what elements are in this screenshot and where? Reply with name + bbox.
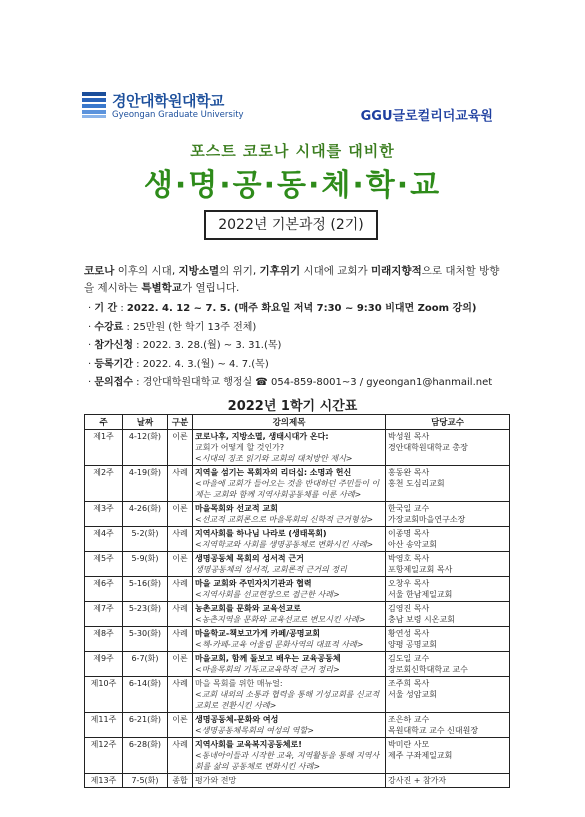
cell-date: 5-16(화) [123,577,168,602]
intro-text: 이후의 시대, [114,265,179,277]
professor-line: 조은하 교수 [388,715,430,724]
professor-line: 황연성 목사 [388,629,430,638]
header-lecture: 강의제목 [193,415,386,430]
cell-date: 6-21(화) [123,713,168,738]
table-row [85,677,510,713]
university-logo-icon [82,92,106,118]
header-date: 날짜 [123,415,168,430]
header-type: 구분 [168,415,193,430]
info-item-fee: · 수강료 : 25만원 (한 학기 13주 전체) [88,321,257,333]
lecture-line: 마을교회, 함께 돌보고 배우는 교육공동체 [195,654,341,663]
info-value: 경안대학원대학교 행정실 ☎ 054-859-8001~3 / gyeongan1@hanmail.net [142,377,493,388]
cell-lecture [193,774,386,788]
cell-date: 6-28(화) [123,738,168,774]
cell-date: 6-7(화) [123,652,168,677]
cell-type: 이론 [168,502,193,527]
lecture-line: 코로나후, 지방소멸, 생태시대가 온다: [195,432,329,441]
header-week: 주 [85,415,123,430]
table-row [85,502,510,527]
header-professor: 담당교수 [386,415,510,430]
cell-lecture [193,627,386,652]
info-key: 등록기간 [94,358,133,370]
table-row [85,577,510,602]
table-row [85,738,510,774]
info-key: 참가신청 [94,340,133,351]
intro-text: 시대에 교회가 [300,265,371,277]
cell-type: 사례 [168,677,193,713]
cell-date: 4-12(화) [123,430,168,466]
cell-professor [386,502,510,527]
cell-lecture [193,677,386,713]
cell-professor [386,527,510,552]
table-row [85,627,510,652]
cell-date: 7-5(화) [123,774,168,788]
schedule-title: 2022년 1학기 시간표 [227,399,358,414]
university-name-korean: 경안대학원대학교 [112,92,224,110]
professor-line: 포항제일교회 목사 [388,565,453,574]
lecture-line: 생명공동체-문화와 여성 [195,715,279,724]
lecture-line: 마을목회와 선교적 교회 [195,504,278,513]
lecture-line: <지역학교와 사회를 생명공동체로 변화시킨 사례> [195,540,374,549]
lecture-line: <생명공동체목회의 여성의 역할> [195,726,314,735]
cell-lecture [193,577,386,602]
cell-professor [386,713,510,738]
info-item-registration: · 등록기간 : 2022. 4. 3.(월) ~ 4. 7.(목) [88,358,269,370]
lecture-line: 마을 목회를 위한 매뉴얼: [195,679,283,688]
cell-date: 5-30(화) [123,627,168,652]
organization-name: GGU글로컬리더교육원 [360,109,493,124]
professor-line: 박미란 사모 [388,740,430,749]
cell-week: 제7주 [85,602,123,627]
lecture-line: 마을 교회와 주민자치기관과 협력 [195,579,312,588]
professor-line: 가장교회마을연구소장 [388,515,466,524]
lecture-line: 생명공동체의 성서적, 교회론적 근거의 정리 [195,565,347,574]
info-key: 기 간 [94,303,118,314]
course-info-list [88,300,508,393]
lecture-line: <마을목회의 기독교교육학적 근거 정리> [195,665,340,674]
intro-paragraph [84,263,509,297]
info-item-application: · 참가신청 : 2022. 3. 28.(월) ~ 3. 31.(목) [88,340,282,351]
cell-week: 제8주 [85,627,123,652]
professor-line: 아산 송악교회 [388,540,437,549]
table-row [85,713,510,738]
table-row [85,430,510,466]
cell-lecture [193,466,386,502]
professor-line: 김도일 교수 [388,654,430,663]
cell-professor [386,602,510,627]
professor-line: 서울 성암교회 [388,690,437,699]
professor-line: 오창우 목사 [388,579,430,588]
cell-date: 6-14(화) [123,677,168,713]
cell-lecture [193,713,386,738]
professor-line: 한국일 교수 [388,504,430,513]
page-title: 생·명·공·동·체·학·교 [143,168,442,203]
table-header-row [85,415,510,430]
info-item-period: · 기 간 : 2022. 4. 12 ~ 7. 5. (매주 화요일 저녁 7:30 ~ 9:30 비대면 Zoom 강의) [88,303,477,314]
cell-type: 이론 [168,713,193,738]
cell-lecture [193,652,386,677]
cell-week: 제6주 [85,577,123,602]
page-subtitle: 포스트 코로나 시대를 대비한 [190,142,395,160]
cell-professor [386,774,510,788]
info-key: 수강료 [94,321,124,333]
info-value: 2022. 4. 12 ~ 7. 5. (매주 화요일 저녁 7:30 ~ 9:30 비대면 Zoom 강의) [126,303,477,314]
cell-week: 제1주 [85,430,123,466]
cell-type: 이론 [168,652,193,677]
cell-type: 종합 [168,774,193,788]
professor-line: 제주 구좌제일교회 [388,751,453,760]
cell-week: 제12주 [85,738,123,774]
lecture-line: 지역사회를 하나님 나라로 (생태목회) [195,529,327,538]
cell-week: 제5주 [85,552,123,577]
intro-keyword: 특별학교 [141,282,182,294]
professor-line: 목원대학교 교수 신대원장 [388,726,479,735]
cell-week: 제2주 [85,466,123,502]
cell-type: 사례 [168,738,193,774]
university-name-english: Gyeongan Graduate University [112,110,244,120]
lecture-line: <교회 내외의 소통과 협력을 통해 기성교회를 신교적 [195,690,380,699]
table-row [85,602,510,627]
cell-date: 5-2(화) [123,527,168,552]
cell-week: 제10주 [85,677,123,713]
cell-professor [386,577,510,602]
cell-lecture [193,430,386,466]
cell-lecture [193,527,386,552]
cell-professor [386,677,510,713]
professor-line: 양평 공명교회 [388,640,437,649]
lecture-line: 교회가 어떻게 할 것인가? [195,443,285,452]
cell-professor [386,430,510,466]
professor-line: 홍천 도심리교회 [388,479,445,488]
info-value: 25만원 (한 학기 13주 전체) [133,321,257,333]
schedule-table [84,414,510,788]
table-row [85,527,510,552]
cell-professor [386,627,510,652]
lecture-line: 평가와 전망 [195,776,237,785]
lecture-line: 지역을 섬기는 목회자의 리더십: 소명과 헌신 [195,468,352,477]
cell-date: 5-9(화) [123,552,168,577]
professor-line: 경안대학원대학교 총장 [388,443,468,452]
table-row [85,466,510,502]
intro-text: 가 열립니다. [181,282,240,294]
intro-keyword: 미래지향적 [371,265,422,277]
table-row [85,774,510,788]
professor-line: 이종명 목사 [388,529,430,538]
lecture-line: <책-카페-교육 어울림 문화사역의 대표적 사례> [195,640,364,649]
professor-line: 충남 보령 시온교회 [388,615,455,624]
info-key: 문의접수 [94,377,133,388]
university-logo [82,90,252,126]
professor-line: 박영호 목사 [388,554,430,563]
cell-week: 제11주 [85,713,123,738]
cell-lecture [193,552,386,577]
lecture-line: <마을에 교회가 들어오는 것을 반대하던 주민들이 이 [195,479,380,488]
professor-line: 조주희 목사 [388,679,430,688]
cell-type: 사례 [168,627,193,652]
cell-professor [386,652,510,677]
info-value: 2022. 3. 28.(월) ~ 3. 31.(목) [142,340,282,351]
cell-date: 4-19(화) [123,466,168,502]
cell-type: 이론 [168,430,193,466]
lecture-line: <지역사회를 선교현장으로 접근한 사례> [195,590,340,599]
cell-type: 이론 [168,552,193,577]
intro-keyword: 기후위기 [259,265,301,277]
intro-keyword: 지방소멸 [178,265,220,277]
info-item-contact: · 문의접수 : 경안대학원대학교 행정실 ☎ 054-859-8001~3 / gyeongan1@hanmail.net [88,377,493,388]
lecture-line: 제는 교회와 함께 지역사회공동체를 이룬 사례> [195,490,362,499]
cell-week: 제9주 [85,652,123,677]
cell-lecture [193,738,386,774]
professor-line: 장로회신학대학교 교수 [388,665,468,674]
professor-line: 김영진 목사 [388,604,430,613]
cell-professor [386,552,510,577]
intro-text: 으로 대처할 방향을 제시하는 [84,265,500,294]
cell-lecture [193,502,386,527]
cell-week: 제13주 [85,774,123,788]
lecture-line: 마을학교-책보고가게 카페/공명교회 [195,629,320,638]
professor-line: 홍동완 목사 [388,468,430,477]
cell-week: 제3주 [85,502,123,527]
table-row [85,552,510,577]
lecture-line: 농촌교회를 문화와 교육선교로 [195,604,302,613]
cell-date: 4-26(화) [123,502,168,527]
lecture-line: 교회로 전환시킨 사례> [195,701,277,710]
cell-type: 사례 [168,602,193,627]
professor-line: 박성원 목사 [388,432,430,441]
info-value: 2022. 4. 3.(월) ~ 4. 7.(목) [142,358,269,370]
professor-line: 서울 한남제일교회 [388,590,453,599]
cell-type: 사례 [168,577,193,602]
cell-type: 사례 [168,466,193,502]
table-row [85,652,510,677]
intro-text: 의 위기, [219,265,260,277]
lecture-line: 생명공동체 목회의 성서적 근거 [195,554,304,563]
cell-professor [386,738,510,774]
intro-keyword: 코로나 [84,265,115,277]
cell-professor [386,466,510,502]
lecture-line: 회를 삶의 공동체로 변화시킨 사례> [195,762,321,771]
cell-type: 사례 [168,527,193,552]
lecture-line: 지역사회를 교육복지공동체로! [195,740,302,749]
course-label: 2022년 기본과정 (2기) [204,210,378,240]
cell-week: 제4주 [85,527,123,552]
lecture-line: <선교적 교회론으로 마을목회의 신학적 근거형성> [195,515,374,524]
lecture-line: <동네아이들과 시작한 교육, 지역활동을 통해 지역사 [195,751,380,760]
lecture-line: <시대의 징조 읽기와 교회의 대처방안 제시> [195,454,353,463]
cell-lecture [193,602,386,627]
cell-date: 5-23(화) [123,602,168,627]
professor-line: 강사진 + 참가자 [388,776,447,785]
lecture-line: <농촌지역을 문화와 교육선교로 변모시킨 사례> [195,615,366,624]
